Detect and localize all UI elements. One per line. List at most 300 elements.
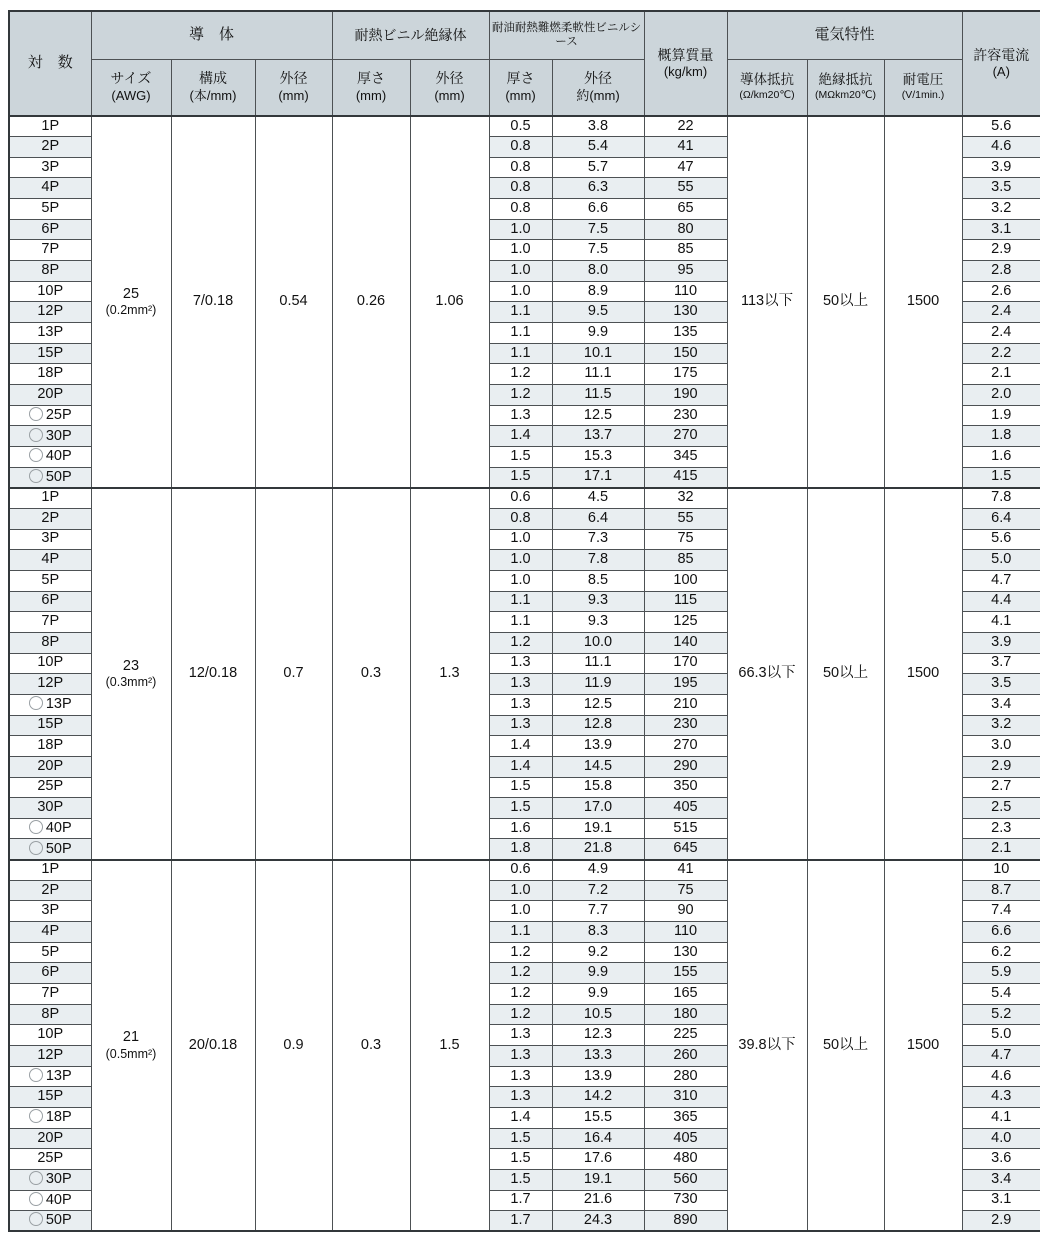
current-cell: 3.0: [962, 736, 1040, 757]
current-cell: 7.4: [962, 901, 1040, 922]
sheath-od-cell: 19.1: [552, 1169, 644, 1190]
sheath-od-cell: 21.6: [552, 1190, 644, 1211]
conductor-construction-cell: 12/0.18: [171, 488, 255, 860]
conductor-size-note: (0.3mm²): [105, 674, 157, 689]
sheath-thickness-cell: 1.1: [489, 922, 552, 943]
current-cell: 8.7: [962, 880, 1040, 901]
header-insulation-thickness-unit: (mm): [355, 87, 387, 103]
mass-cell: 280: [644, 1066, 727, 1087]
sheath-od-cell: 8.0: [552, 261, 644, 282]
sheath-od-cell: 15.3: [552, 447, 644, 468]
sheath-thickness-cell: 1.2: [489, 942, 552, 963]
circle-marker-icon: [29, 448, 43, 462]
pair-count-label: 20P: [37, 1129, 64, 1146]
pair-count-label: 1P: [41, 489, 60, 506]
pair-count-label: 25P: [37, 778, 64, 795]
mass-cell: 290: [644, 756, 727, 777]
pair-count-label: 15P: [37, 716, 64, 733]
mass-cell: 115: [644, 591, 727, 612]
table-header: [9, 11, 1040, 116]
pair-count-label: 12P: [37, 303, 64, 320]
conductor-size-cell: [91, 488, 171, 860]
pair-count-label: 2P: [41, 138, 60, 155]
sheath-od-cell: 7.8: [552, 550, 644, 571]
pair-count-label: 7P: [41, 241, 60, 258]
pair-count-label: 10P: [37, 282, 64, 299]
current-cell: 1.5: [962, 467, 1040, 488]
pair-count-cell: [9, 488, 91, 509]
header-insulation-resistance-label: 絶縁抵抗: [818, 72, 873, 88]
sheath-thickness-cell: 1.2: [489, 364, 552, 385]
sheath-od-cell: 17.6: [552, 1149, 644, 1170]
current-cell: 2.5: [962, 798, 1040, 819]
pair-count-cell: [9, 901, 91, 922]
current-cell: 6.2: [962, 942, 1040, 963]
current-cell: 4.0: [962, 1128, 1040, 1149]
mass-cell: 415: [644, 467, 727, 488]
header-sheath-od: [552, 59, 644, 116]
pair-count-cell: [9, 302, 91, 323]
mass-cell: 515: [644, 818, 727, 839]
pair-count-label: 40P: [45, 1191, 72, 1208]
insulation-resistance-cell: 50以上: [807, 116, 884, 488]
sheath-thickness-cell: 1.3: [489, 1087, 552, 1108]
mass-cell: 47: [644, 157, 727, 178]
current-cell: 3.9: [962, 632, 1040, 653]
mass-cell: 310: [644, 1087, 727, 1108]
sheath-od-cell: 6.3: [552, 178, 644, 199]
mass-cell: 110: [644, 281, 727, 302]
sheath-thickness-cell: 1.5: [489, 447, 552, 468]
sheath-od-cell: 19.1: [552, 818, 644, 839]
sheath-od-cell: 4.9: [552, 860, 644, 881]
sheath-thickness-cell: 1.5: [489, 777, 552, 798]
sheath-od-cell: 12.5: [552, 694, 644, 715]
sheath-thickness-cell: 1.1: [489, 323, 552, 344]
sheath-od-cell: 17.0: [552, 798, 644, 819]
sheath-od-cell: 7.5: [552, 219, 644, 240]
mass-cell: 405: [644, 798, 727, 819]
sheath-thickness-cell: 1.5: [489, 1169, 552, 1190]
current-cell: 3.1: [962, 1190, 1040, 1211]
pair-count-label: 3P: [41, 530, 60, 547]
header-size-label: サイズ: [110, 70, 152, 87]
pair-count-label: 5P: [41, 943, 60, 960]
sheath-od-cell: 13.7: [552, 426, 644, 447]
sheath-od-cell: 7.2: [552, 880, 644, 901]
sheath-od-cell: 11.1: [552, 653, 644, 674]
sheath-thickness-cell: 1.3: [489, 405, 552, 426]
conductor-od-cell: 0.7: [255, 488, 332, 860]
header-conductor-od-unit: (mm): [278, 87, 309, 103]
sheath-od-cell: 7.5: [552, 240, 644, 261]
pair-count-cell: [9, 426, 91, 447]
header-pair-count: 対 数: [9, 11, 91, 116]
sheath-thickness-cell: 1.0: [489, 261, 552, 282]
pair-count-label: 5P: [41, 571, 60, 588]
pair-count-label: 8P: [41, 261, 60, 278]
mass-cell: 100: [644, 570, 727, 591]
mass-cell: 195: [644, 674, 727, 695]
conductor-od-cell: 0.9: [255, 860, 332, 1232]
mass-cell: 55: [644, 508, 727, 529]
pair-count-cell: [9, 1108, 91, 1129]
circle-marker-icon: [29, 696, 43, 710]
pair-count-label: 13P: [45, 696, 72, 713]
header-conductor-od: [255, 59, 332, 116]
cable-spec-table: [8, 10, 1040, 1232]
current-cell: 5.4: [962, 984, 1040, 1005]
current-cell: 3.2: [962, 715, 1040, 736]
sheath-thickness-cell: 1.3: [489, 653, 552, 674]
pair-count-cell: [9, 777, 91, 798]
insulation-od-cell: 1.3: [410, 488, 489, 860]
pair-count-label: 6P: [41, 220, 60, 237]
pair-count-cell: [9, 942, 91, 963]
pair-count-cell: [9, 963, 91, 984]
sheath-od-cell: 9.3: [552, 591, 644, 612]
current-cell: 4.3: [962, 1087, 1040, 1108]
pair-count-cell: [9, 116, 91, 137]
sheath-thickness-cell: 1.1: [489, 302, 552, 323]
pair-count-cell: [9, 529, 91, 550]
pair-count-cell: [9, 798, 91, 819]
sheath-od-cell: 9.9: [552, 984, 644, 1005]
mass-cell: 90: [644, 901, 727, 922]
pair-count-label: 40P: [45, 448, 72, 465]
header-insulation-group: 耐熱ビニル絶縁体: [332, 11, 489, 59]
sheath-thickness-cell: 1.3: [489, 1046, 552, 1067]
mass-cell: 175: [644, 364, 727, 385]
sheath-thickness-cell: 1.3: [489, 1066, 552, 1087]
sheath-od-cell: 7.7: [552, 901, 644, 922]
pair-count-label: 20P: [37, 757, 64, 774]
current-cell: 5.0: [962, 550, 1040, 571]
sheath-od-cell: 13.3: [552, 1046, 644, 1067]
sheath-thickness-cell: 0.8: [489, 157, 552, 178]
sheath-od-cell: 4.5: [552, 488, 644, 509]
spec-row: [9, 860, 1040, 881]
pair-count-cell: [9, 1128, 91, 1149]
conductor-resistance-cell: 113以下: [727, 116, 807, 488]
pair-count-cell: [9, 984, 91, 1005]
header-construction-label: 構成: [199, 70, 227, 87]
current-cell: 2.2: [962, 343, 1040, 364]
current-cell: 5.0: [962, 1025, 1040, 1046]
mass-cell: 230: [644, 405, 727, 426]
mass-cell: 41: [644, 137, 727, 158]
header-insulation-resistance-unit: (MΩkm20℃): [814, 89, 877, 102]
current-cell: 2.9: [962, 1211, 1040, 1232]
insulation-resistance-cell: 50以上: [807, 860, 884, 1232]
current-cell: 2.4: [962, 323, 1040, 344]
sheath-od-cell: 14.2: [552, 1087, 644, 1108]
current-cell: 4.4: [962, 591, 1040, 612]
sheath-thickness-cell: 1.3: [489, 1025, 552, 1046]
pair-count-cell: [9, 157, 91, 178]
sheath-thickness-cell: 0.8: [489, 199, 552, 220]
current-cell: 5.6: [962, 116, 1040, 137]
pair-count-cell: [9, 1190, 91, 1211]
sheath-thickness-cell: 1.4: [489, 1108, 552, 1129]
mass-cell: 210: [644, 694, 727, 715]
pair-count-label: 3P: [41, 902, 60, 919]
sheath-od-cell: 12.3: [552, 1025, 644, 1046]
pair-count-label: 7P: [41, 613, 60, 630]
pair-count-label: 30P: [45, 1171, 72, 1188]
current-cell: 3.5: [962, 178, 1040, 199]
pair-count-cell: [9, 261, 91, 282]
sheath-thickness-cell: 1.0: [489, 550, 552, 571]
pair-count-label: 30P: [45, 427, 72, 444]
pair-count-cell: [9, 550, 91, 571]
current-cell: 5.2: [962, 1004, 1040, 1025]
sheath-od-cell: 16.4: [552, 1128, 644, 1149]
current-cell: 2.4: [962, 302, 1040, 323]
header-insulation-thickness-label: 厚さ: [357, 70, 385, 87]
pair-count-label: 18P: [37, 365, 64, 382]
pair-count-label: 2P: [41, 881, 60, 898]
mass-cell: 85: [644, 550, 727, 571]
mass-cell: 135: [644, 323, 727, 344]
pair-count-cell: [9, 508, 91, 529]
current-cell: 4.1: [962, 612, 1040, 633]
sheath-od-cell: 8.5: [552, 570, 644, 591]
insulation-od-cell: 1.06: [410, 116, 489, 488]
spec-row: [9, 488, 1040, 509]
spec-row: [9, 116, 1040, 137]
pair-count-cell: [9, 1066, 91, 1087]
header-withstand-voltage-unit: (V/1min.): [901, 89, 945, 102]
mass-cell: 125: [644, 612, 727, 633]
withstand-voltage-cell: 1500: [884, 488, 962, 860]
current-cell: 5.9: [962, 963, 1040, 984]
insulation-thickness-cell: 0.26: [332, 116, 410, 488]
mass-cell: 190: [644, 385, 727, 406]
sheath-thickness-cell: 1.0: [489, 219, 552, 240]
circle-marker-icon: [29, 1109, 43, 1123]
pair-count-cell: [9, 178, 91, 199]
pair-count-cell: [9, 1211, 91, 1232]
circle-marker-icon: [29, 407, 43, 421]
conductor-construction-cell: 7/0.18: [171, 116, 255, 488]
pair-count-label: 50P: [45, 1212, 72, 1229]
pair-count-cell: [9, 756, 91, 777]
sheath-od-cell: 13.9: [552, 1066, 644, 1087]
sheath-thickness-cell: 1.3: [489, 694, 552, 715]
pair-count-cell: [9, 653, 91, 674]
current-cell: 4.7: [962, 570, 1040, 591]
sheath-od-cell: 12.8: [552, 715, 644, 736]
circle-marker-icon: [29, 469, 43, 483]
current-cell: 2.3: [962, 818, 1040, 839]
pair-count-cell: [9, 880, 91, 901]
mass-cell: 80: [644, 219, 727, 240]
pair-count-cell: [9, 240, 91, 261]
mass-cell: 405: [644, 1128, 727, 1149]
sheath-thickness-cell: 1.2: [489, 385, 552, 406]
pair-count-label: 25P: [37, 1150, 64, 1167]
pair-count-cell: [9, 385, 91, 406]
pair-count-cell: [9, 922, 91, 943]
sheath-od-cell: 5.7: [552, 157, 644, 178]
circle-marker-icon: [29, 1068, 43, 1082]
mass-cell: 165: [644, 984, 727, 1005]
pair-count-cell: [9, 137, 91, 158]
sheath-thickness-cell: 1.2: [489, 1004, 552, 1025]
insulation-resistance-cell: 50以上: [807, 488, 884, 860]
header-sheath-thickness-label: 厚さ: [506, 70, 535, 87]
sheath-od-cell: 6.6: [552, 199, 644, 220]
header-conductor-group: 導 体: [91, 11, 332, 59]
header-conductor-od-label: 外径: [279, 70, 308, 87]
header-sheath-thickness-unit: (mm): [505, 87, 536, 103]
header-sheath-od-label: 外径: [584, 70, 612, 87]
conductor-size-cell: [91, 116, 171, 488]
pair-count-cell: [9, 1169, 91, 1190]
sheath-od-cell: 7.3: [552, 529, 644, 550]
mass-cell: 345: [644, 447, 727, 468]
circle-marker-icon: [29, 1171, 43, 1185]
pair-count-cell: [9, 715, 91, 736]
sheath-thickness-cell: 1.2: [489, 984, 552, 1005]
sheath-od-cell: 9.9: [552, 963, 644, 984]
conductor-size-note: (0.2mm²): [105, 303, 157, 318]
sheath-od-cell: 11.9: [552, 674, 644, 695]
pair-count-cell: [9, 736, 91, 757]
header-mass: [644, 11, 727, 116]
header-current-label: 許容電流: [973, 46, 1030, 63]
sheath-od-cell: 6.4: [552, 508, 644, 529]
sheath-od-cell: 17.1: [552, 467, 644, 488]
sheath-thickness-cell: 0.6: [489, 488, 552, 509]
current-cell: 3.6: [962, 1149, 1040, 1170]
sheath-od-cell: 5.4: [552, 137, 644, 158]
pair-count-label: 20P: [37, 385, 64, 402]
header-sheath-od-unit: 約(mm): [576, 87, 620, 103]
current-cell: 6.4: [962, 508, 1040, 529]
pair-count-cell: [9, 323, 91, 344]
conductor-resistance-cell: 39.8以下: [727, 860, 807, 1232]
conductor-size-note: (0.5mm²): [105, 1046, 157, 1061]
pair-count-cell: [9, 199, 91, 220]
conductor-construction-cell: 20/0.18: [171, 860, 255, 1232]
mass-cell: 270: [644, 426, 727, 447]
sheath-od-cell: 11.5: [552, 385, 644, 406]
withstand-voltage-cell: 1500: [884, 860, 962, 1232]
insulation-od-cell: 1.5: [410, 860, 489, 1232]
pair-count-label: 1P: [41, 117, 60, 134]
circle-marker-icon: [29, 1192, 43, 1206]
sheath-thickness-cell: 1.3: [489, 715, 552, 736]
mass-cell: 260: [644, 1046, 727, 1067]
withstand-voltage-cell: 1500: [884, 116, 962, 488]
pair-count-label: 5P: [41, 199, 60, 216]
sheath-od-cell: 8.3: [552, 922, 644, 943]
mass-cell: 890: [644, 1211, 727, 1232]
mass-cell: 95: [644, 261, 727, 282]
pair-count-label: 1P: [41, 861, 60, 878]
sheath-od-cell: 8.9: [552, 281, 644, 302]
sheath-od-cell: 13.9: [552, 736, 644, 757]
mass-cell: 170: [644, 653, 727, 674]
sheath-thickness-cell: 1.7: [489, 1211, 552, 1232]
current-cell: 5.6: [962, 529, 1040, 550]
sheath-od-cell: 10.0: [552, 632, 644, 653]
mass-cell: 75: [644, 880, 727, 901]
sheath-od-cell: 10.5: [552, 1004, 644, 1025]
pair-count-label: 25P: [45, 407, 72, 424]
header-withstand-voltage: [884, 59, 962, 116]
header-sheath-group: 耐油耐熱難燃柔軟性ビニルシース: [489, 11, 644, 59]
pair-count-label: 4P: [41, 922, 60, 939]
current-cell: 4.1: [962, 1108, 1040, 1129]
pair-count-label: 12P: [37, 675, 64, 692]
mass-cell: 225: [644, 1025, 727, 1046]
conductor-resistance-cell: 66.3以下: [727, 488, 807, 860]
sheath-od-cell: 3.8: [552, 116, 644, 137]
header-construction-unit: (本/mm): [189, 87, 237, 103]
current-cell: 2.9: [962, 240, 1040, 261]
header-insulation-od: [410, 59, 489, 116]
pair-count-label: 10P: [37, 1026, 64, 1043]
header-conductor-resistance: [727, 59, 807, 116]
sheath-od-cell: 9.2: [552, 942, 644, 963]
header-size-unit: (AWG): [111, 87, 151, 103]
current-cell: 2.0: [962, 385, 1040, 406]
sheath-thickness-cell: 1.5: [489, 1128, 552, 1149]
mass-cell: 75: [644, 529, 727, 550]
pair-count-label: 6P: [41, 964, 60, 981]
current-cell: 3.4: [962, 1169, 1040, 1190]
pair-count-cell: [9, 694, 91, 715]
current-cell: 4.6: [962, 1066, 1040, 1087]
pair-count-label: 13P: [37, 323, 64, 340]
current-cell: 4.6: [962, 137, 1040, 158]
pair-count-label: 40P: [45, 820, 72, 837]
mass-cell: 85: [644, 240, 727, 261]
pair-count-label: 50P: [45, 468, 72, 485]
current-cell: 3.9: [962, 157, 1040, 178]
insulation-thickness-cell: 0.3: [332, 488, 410, 860]
sheath-od-cell: 15.5: [552, 1108, 644, 1129]
pair-count-label: 10P: [37, 654, 64, 671]
pair-count-label: 18P: [37, 737, 64, 754]
sheath-thickness-cell: 1.1: [489, 591, 552, 612]
mass-cell: 270: [644, 736, 727, 757]
pair-count-label: 18P: [45, 1109, 72, 1126]
mass-cell: 350: [644, 777, 727, 798]
header-insulation-od-unit: (mm): [434, 87, 465, 103]
sheath-thickness-cell: 1.4: [489, 736, 552, 757]
sheath-thickness-cell: 1.2: [489, 632, 552, 653]
sheath-thickness-cell: 1.0: [489, 880, 552, 901]
current-cell: 7.8: [962, 488, 1040, 509]
pair-count-cell: [9, 405, 91, 426]
header-insulation-thickness: [332, 59, 410, 116]
pair-count-cell: [9, 343, 91, 364]
circle-marker-icon: [29, 820, 43, 834]
header-mass-label: 概算質量: [657, 46, 714, 63]
pair-count-label: 15P: [37, 1088, 64, 1105]
current-cell: 6.6: [962, 922, 1040, 943]
sheath-thickness-cell: 1.8: [489, 839, 552, 860]
sheath-od-cell: 21.8: [552, 839, 644, 860]
table-body: [9, 116, 1040, 1231]
header-size: [91, 59, 171, 116]
header-electrical-group: 電気特性: [727, 11, 962, 59]
pair-count-label: 4P: [41, 551, 60, 568]
